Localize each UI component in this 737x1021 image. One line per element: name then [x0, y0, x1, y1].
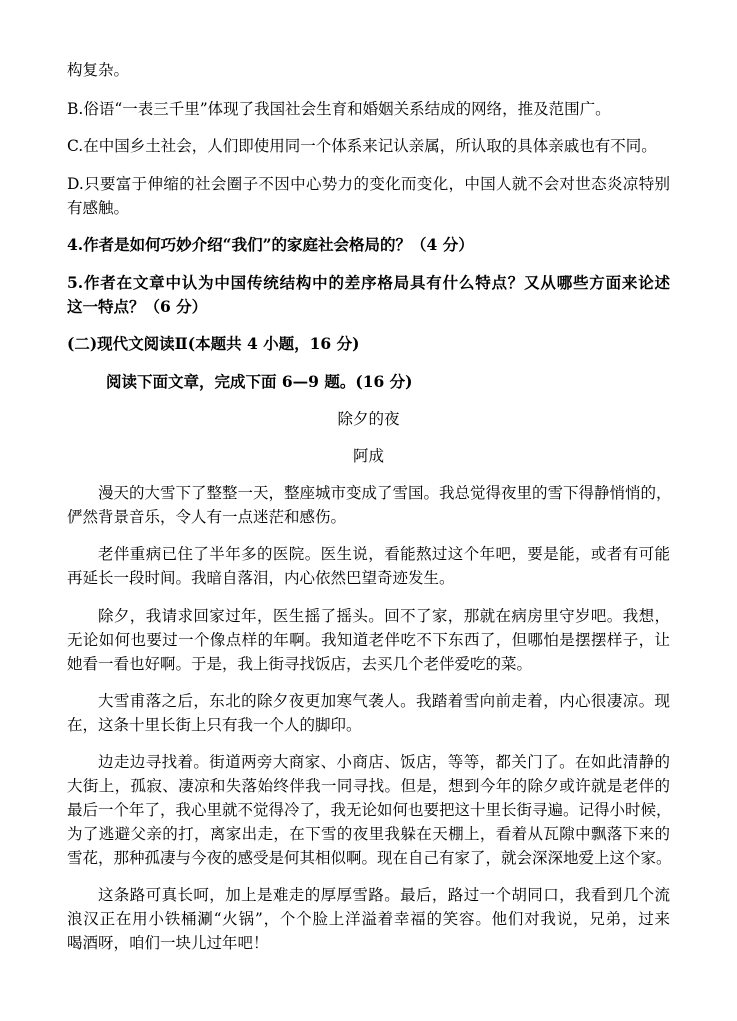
paragraph-line: 雪花，那种孤凄与今夜的感受是何其相似啊。现在自己有家了，就会深深地爱上这个家。 [67, 849, 672, 867]
option-c: C.在中国乡土社会，人们即使用同一个体系来记认亲属，所认取的具体亲戚也有不同。 [67, 137, 657, 155]
section-heading: (二)现代文阅读Ⅱ(本题共 4 小题，16 分) [67, 334, 360, 353]
paragraph-line: 漫天的大雪下了整整一天，整座城市变成了雪国。我总觉得夜里的雪下得静悄悄的， [98, 484, 672, 502]
paragraph-line: 边走边寻找着。街道两旁大商家、小商店、饭店，等等，都关门了。在如此清静的 [98, 753, 670, 771]
paragraph-line: 除夕，我请求回家过年，医生摇了摇头。回不了家，那就在病房里守岁吧。我想， [98, 607, 670, 625]
paragraph-line: 大雪甫落之后，东北的除夕夜更加寒气袭人。我踏着雪向前走着，内心很凄凉。现 [98, 692, 670, 710]
paragraph-line: 大街上，孤寂、凄凉和失落始终伴我一同寻找。但是，想到今年的除夕或许就是老伴的 [67, 777, 670, 795]
reading-instruction: 阅读下面文章，完成下面 6—9 题。(16 分) [106, 372, 413, 391]
text-line: 有感触。 [67, 199, 130, 217]
paragraph-line: 浪汉正在用小铁桶涮“火锅”，个个脸上洋溢着幸福的笑容。他们对我说，兄弟，过来 [67, 910, 670, 928]
option-b: B.俗语“一表三千里”体现了我国社会生育和婚姻关系结成的网络，推及范围广。 [67, 100, 611, 118]
text-line: 构复杂。 [67, 61, 130, 79]
paragraph-line: 再延长一段时间。我暗自落泪，内心依然巴望奇迹发生。 [67, 569, 455, 587]
paragraph-line: 俨然背景音乐，令人有一点迷茫和感伤。 [67, 508, 347, 526]
paragraph-line: 喝酒呀，咱们一块儿过年吧！ [67, 934, 269, 952]
paragraph-line: 这条路可真长呵，加上是难走的厚厚雪路。最后，路过一个胡同口，我看到几个流 [98, 886, 670, 904]
paragraph-line: 最后一个年了，我心里就不觉得冷了，我无论如何也要把这十里长街寻遍。记得小时候， [67, 801, 672, 819]
article-author: 阿成 [352, 447, 384, 465]
question-5: 5.作者在文章中认为中国传统结构中的差序格局具有什么特点？又从哪些方面来论述 [67, 273, 670, 292]
option-d: D.只要富于伸缩的社会圈子不因中心势力的变化而变化，中国人就不会对世态炎凉特别 [67, 175, 670, 193]
question-4: 4.作者是如何巧妙介绍“我们”的家庭社会格局的？（4 分） [67, 235, 474, 254]
paragraph-line: 她看一看也好啊。于是，我上街寻找饭店，去买几个老伴爱吃的菜。 [67, 655, 533, 673]
question-5-continued: 这一特点？（6 分） [67, 297, 208, 316]
paragraph-line: 在，这条十里长街上只有我一个人的脚印。 [67, 716, 362, 734]
paragraph-line: 为了逃避父亲的打，离家出走，在下雪的夜里我躲在天棚上，看着从瓦隙中飘落下来的 [67, 825, 670, 843]
article-title: 除夕的夜 [337, 410, 400, 428]
paragraph-line: 无论如何也要过一个像点样的年啊。我知道老伴吃不下东西了，但哪怕是摆摆样子，让 [67, 631, 670, 649]
paragraph-line: 老伴重病已住了半年多的医院。医生说，看能熬过这个年吧，要是能，或者有可能 [98, 545, 670, 563]
